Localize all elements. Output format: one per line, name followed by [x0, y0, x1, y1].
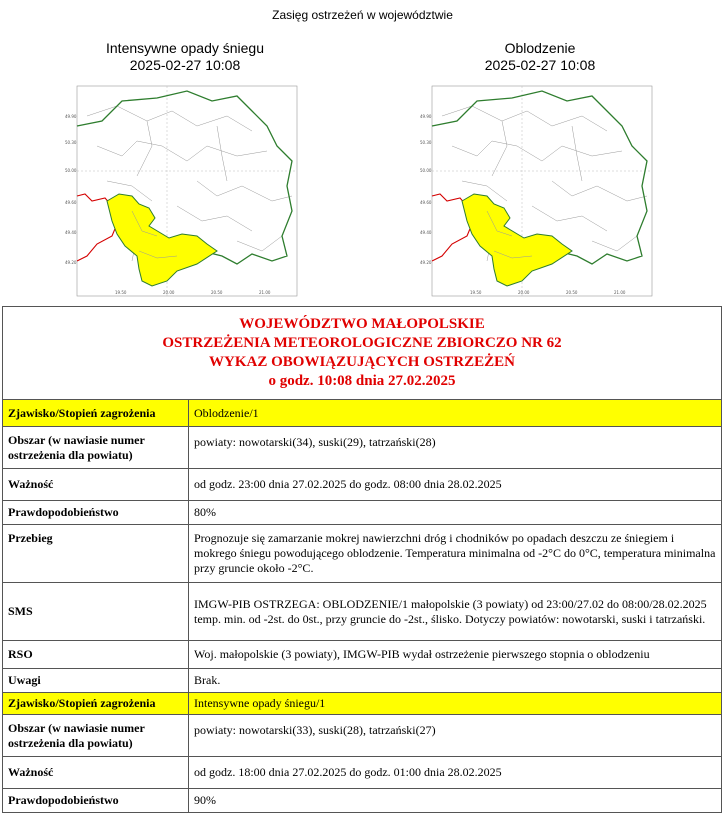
row-value: Brak. — [189, 669, 722, 693]
table-header-row — [3, 307, 722, 400]
table-row — [3, 583, 722, 641]
row-label: Uwagi — [3, 669, 189, 693]
x-tick-label: 20.00 — [163, 290, 175, 295]
row-value: od godz. 23:00 dnia 27.02.2025 do godz. 08:00 dnia 28.02.2025 — [189, 469, 722, 501]
row-value: Oblodzenie/1 — [189, 400, 722, 427]
y-tick-label: 49.60 — [420, 200, 432, 205]
header-bulletin: OSTRZEŻENIA METEOROLOGICZNE ZBIORCZO NR 62 — [162, 335, 562, 351]
header-list-title: WYKAZ OBOWIĄZUJĄCYCH OSTRZEŻEŃ — [209, 354, 515, 370]
row-value: Woj. małopolskie (3 powiaty), IMGW-PIB wydał ostrzeżenie pierwszego stopnia o oblodzeniu — [189, 641, 722, 669]
row-value: powiaty: nowotarski(33), suski(28), tatrzański(27) — [189, 715, 722, 757]
table-row — [3, 715, 722, 757]
map-timestamp: 2025-02-27 10:08 — [129, 57, 241, 73]
row-value: 80% — [189, 501, 722, 525]
row-label: Zjawisko/Stopień zagrożenia — [3, 693, 189, 715]
table-row — [3, 641, 722, 669]
x-tick-label: 20.50 — [211, 290, 223, 295]
x-tick-label: 21.00 — [259, 290, 271, 295]
row-label: Obszar (w nawiasie numer ostrzeżenia dla powiatu) — [3, 715, 189, 757]
row-label: RSO — [3, 641, 189, 669]
x-tick-label: 19.50 — [115, 290, 127, 295]
row-value: Prognozuje się zamarzanie mokrej nawierzchni dróg i chodników po opadach deszczu ze śniegiem i mokrego śniegu powodującego oblodzenie. Temperatura minimalna od -2°C do 0°C, temperatura minimalna przy gruncie około -2°C. — [189, 525, 722, 583]
region-map — [420, 86, 652, 296]
x-tick-label: 21.00 — [614, 290, 626, 295]
y-tick-label: 49.40 — [420, 230, 432, 235]
table-row — [3, 501, 722, 525]
map-title: Intensywne opady śniegu — [106, 40, 264, 56]
header-region: WOJEWÓDZTWO MAŁOPOLSKIE — [239, 316, 485, 332]
table-row — [3, 693, 722, 715]
table-row — [3, 427, 722, 469]
region-map — [65, 86, 297, 296]
x-tick-label: 20.00 — [518, 290, 530, 295]
row-value: Intensywne opady śniegu/1 — [189, 693, 722, 715]
row-label: Obszar (w nawiasie numer ostrzeżenia dla powiatu) — [3, 427, 189, 469]
map-title: Oblodzenie — [504, 40, 576, 56]
table-row — [3, 757, 722, 789]
row-label: SMS — [3, 583, 189, 641]
row-label: Zjawisko/Stopień zagrożenia — [3, 400, 189, 427]
map-panel-snow — [35, 40, 335, 300]
warnings-header — [3, 307, 722, 400]
row-label: Ważność — [3, 757, 189, 789]
y-tick-label: 49.20 — [65, 260, 77, 265]
map-panel-ice — [390, 40, 690, 300]
table-row — [3, 400, 722, 427]
row-label: Prawdopodobieństwo — [3, 789, 189, 813]
y-tick-label: 49.90 — [420, 114, 432, 119]
y-tick-label: 50.30 — [420, 140, 432, 145]
y-tick-label: 49.20 — [420, 260, 432, 265]
y-tick-label: 50.00 — [420, 168, 432, 173]
y-tick-label: 49.60 — [65, 200, 77, 205]
y-tick-label: 49.90 — [65, 114, 77, 119]
row-label: Prawdopodobieństwo — [3, 501, 189, 525]
row-value: 90% — [189, 789, 722, 813]
row-value: powiaty: nowotarski(34), suski(29), tatrzański(28) — [189, 427, 722, 469]
x-tick-label: 19.50 — [470, 290, 482, 295]
y-tick-label: 50.30 — [65, 140, 77, 145]
table-row — [3, 525, 722, 583]
table-row — [3, 789, 722, 813]
warnings-table — [2, 306, 722, 813]
table-row — [3, 469, 722, 501]
header-datetime: o godz. 10:08 dnia 27.02.2025 — [268, 373, 456, 389]
y-tick-label: 49.40 — [65, 230, 77, 235]
map-caption — [390, 40, 690, 74]
row-label: Ważność — [3, 469, 189, 501]
x-tick-label: 20.50 — [566, 290, 578, 295]
row-value: IMGW-PIB OSTRZEGA: OBLODZENIE/1 małopolskie (3 powiaty) od 23:00/27.02 do 08:00/28.02.2025 temp. min. od -2st. do 0st., przy gruncie do -2st., ślisko. Dotyczy powiatów: nowotarski, suski i tatrzański. — [189, 583, 722, 641]
table-row — [3, 669, 722, 693]
page-title: Zasięg ostrzeżeń w województwie — [272, 8, 453, 22]
row-value: od godz. 18:00 dnia 27.02.2025 do godz. 01:00 dnia 28.02.2025 — [189, 757, 722, 789]
y-tick-label: 50.00 — [65, 168, 77, 173]
row-label: Przebieg — [3, 525, 189, 583]
map-caption — [35, 40, 335, 74]
map-timestamp: 2025-02-27 10:08 — [484, 57, 596, 73]
